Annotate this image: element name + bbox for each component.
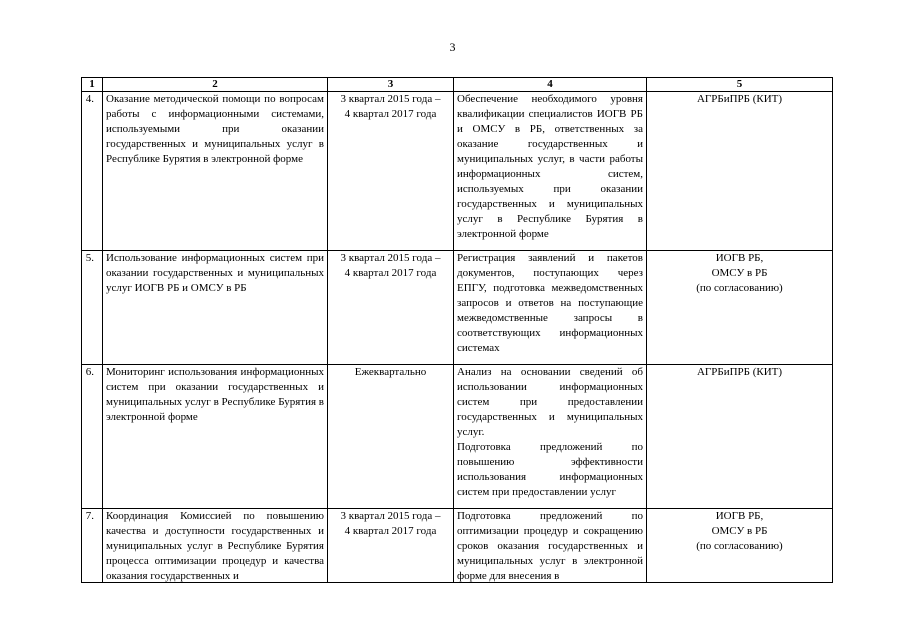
- header-cell-3: 3: [328, 78, 454, 92]
- result-cell: Анализ на основании сведений об использовании информационных систем при предоставлении государственных и муниципальных услуг. Подготовка предложений по повышению эффективности использования информационных систем при предоставлении услуг: [454, 365, 647, 509]
- header-cell-5: 5: [647, 78, 833, 92]
- activity-cell: Оказание методической помощи по вопросам работы с информационными системами, используемыми при оказании государственных и муниципальных услуг в Республике Бурятия в электронной форме: [103, 92, 328, 251]
- plan-table: [81, 77, 833, 583]
- result-cell: [454, 509, 647, 583]
- table-row: [82, 251, 833, 365]
- header-cell-2: 2: [103, 78, 328, 92]
- header-cell-1: 1: [82, 78, 103, 92]
- responsible-cell: АГРБиПРБ (КИТ): [647, 365, 833, 509]
- activity-cell: Использование информационных систем при оказании государственных и муниципальных услуг ИОГВ РБ и ОМСУ в РБ: [103, 251, 328, 365]
- header-cell-4: 4: [454, 78, 647, 92]
- period-cell: 3 квартал 2015 года – 4 квартал 2017 года: [328, 92, 454, 251]
- responsible-cell: АГРБиПРБ (КИТ): [647, 92, 833, 251]
- row-number: 5.: [82, 251, 103, 365]
- table-row: [82, 365, 833, 509]
- responsible-cell: ИОГВ РБ, ОМСУ в РБ (по согласованию): [647, 509, 833, 583]
- table-header-row: [82, 78, 833, 92]
- result-text: Подготовка предложений по оптимизации процедур и сокращению сроков оказания государственных и муниципальных услуг в электронной форме для внесения в: [457, 510, 643, 582]
- result-cell: Обеспечение необходимого уровня квалификации специалистов ИОГВ РБ и ОМСУ в РБ, ответственных за оказание государственных и муниципальных услуг, в части работы информационных систем, используемых при оказании государственных и муниципальных услуг в Республике Бурятия в электронной форме: [454, 92, 647, 251]
- period-cell: 3 квартал 2015 года – 4 квартал 2017 года: [328, 251, 454, 365]
- table-row: [82, 92, 833, 251]
- row-number: 6.: [82, 365, 103, 509]
- period-cell: 3 квартал 2015 года – 4 квартал 2017 года: [328, 509, 454, 583]
- page-number: 3: [449, 40, 456, 54]
- activity-text: Координация Комиссией по повышению качества и доступности государственных и муниципальных услуг в Республике Бурятия процесса оптимизации процедур и качества оказания государственных и: [106, 510, 324, 582]
- period-cell: Ежеквартально: [328, 365, 454, 509]
- row-number: 4.: [82, 92, 103, 251]
- table-row: [82, 509, 833, 583]
- responsible-cell: ИОГВ РБ, ОМСУ в РБ (по согласованию): [647, 251, 833, 365]
- activity-cell: [103, 509, 328, 583]
- row-number: 7.: [82, 509, 103, 583]
- activity-cell: Мониторинг использования информационных систем при оказании государственных и муниципальных услуг в Республике Бурятия в электронной форме: [103, 365, 328, 509]
- result-cell: Регистрация заявлений и пакетов документов, поступающих через ЕПГУ, подготовка межведомственных запросов и ответов на поступающие межведомственные запросы в соответствующих информационных системах: [454, 251, 647, 365]
